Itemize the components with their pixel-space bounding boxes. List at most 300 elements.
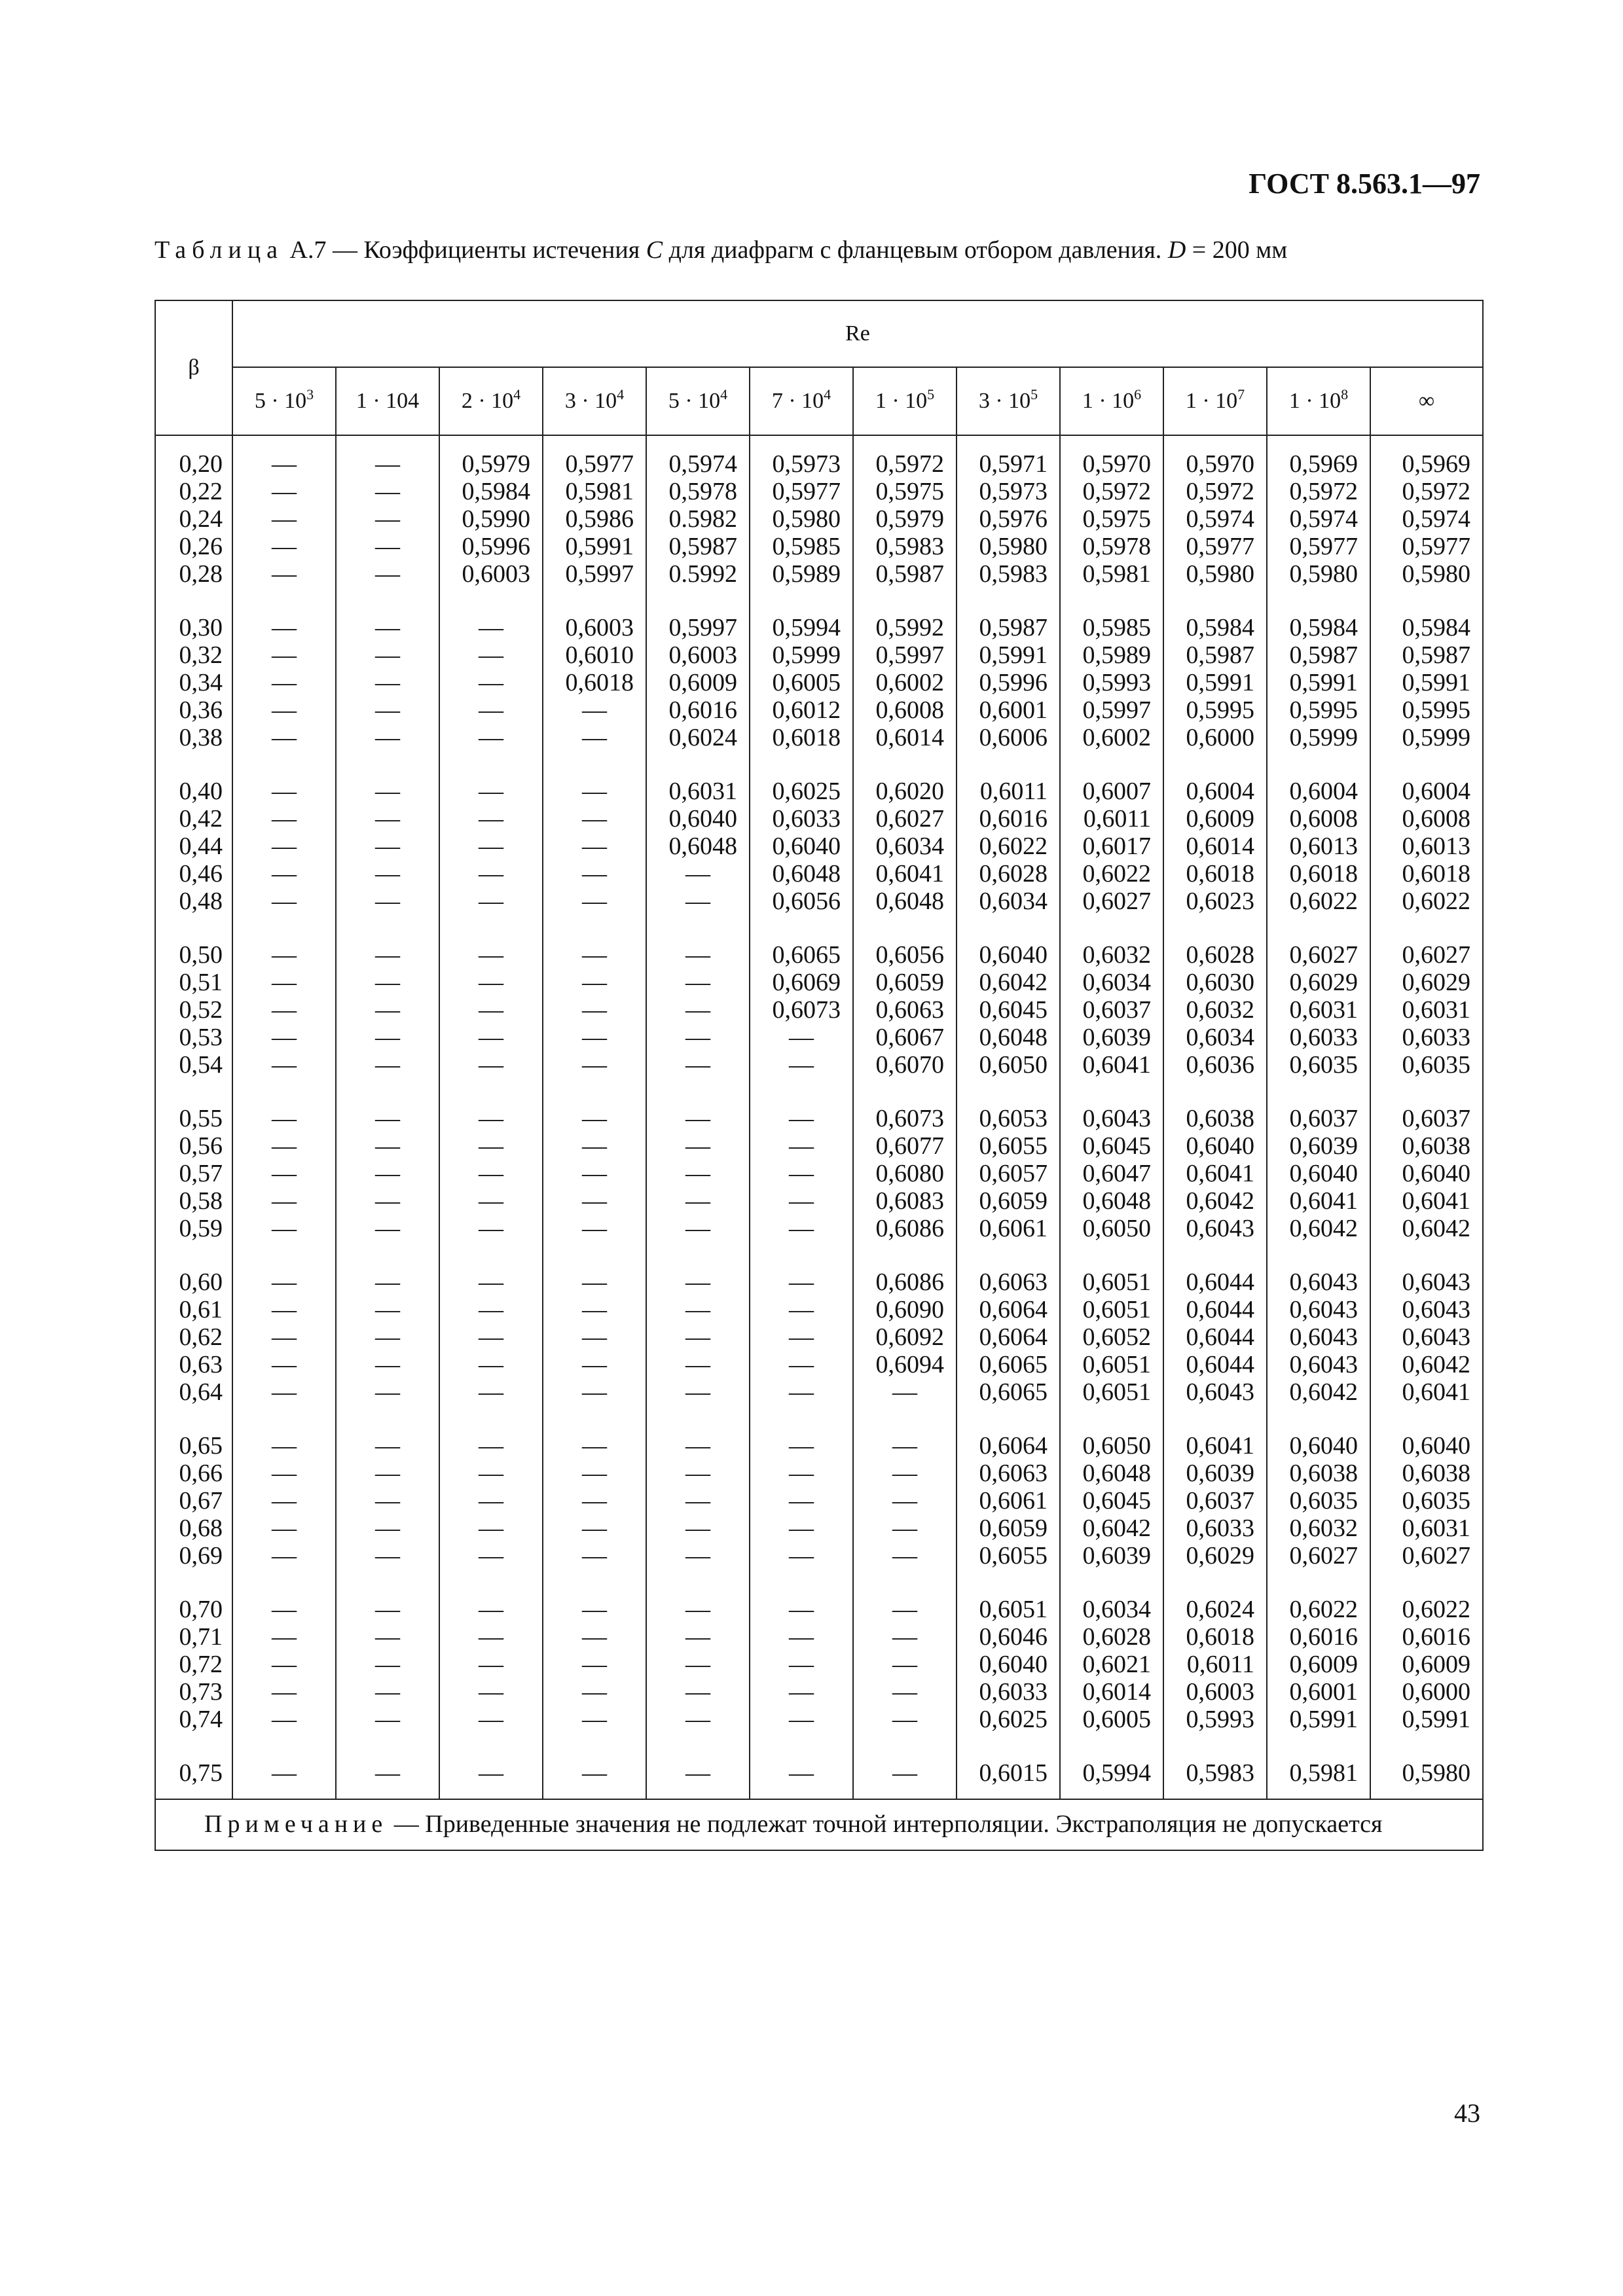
coefficient-cell (543, 927, 646, 1090)
coefficient-value: 0,6045 (1082, 1132, 1151, 1160)
coefficient-value: 0,5972 (875, 450, 944, 478)
coefficient-cell (543, 435, 646, 600)
coefficient-value: 0,6000 (1186, 724, 1254, 751)
coefficient-value: 0,6061 (979, 1215, 1048, 1242)
coefficient-value: — (479, 1759, 503, 1787)
coefficient-cell (1370, 1418, 1483, 1581)
coefficient-value: — (272, 669, 297, 696)
coefficient-value: — (582, 1460, 607, 1487)
coefficient-value: — (479, 1323, 503, 1351)
caption-label: Таблица (155, 236, 284, 264)
coefficient-value: — (685, 1187, 710, 1215)
coefficient-value: 0,6005 (772, 669, 841, 696)
beta-cell (155, 1745, 232, 1799)
coefficient-value: 0,6018 (1186, 860, 1254, 888)
coefficient-value: — (789, 1160, 814, 1187)
coefficient-value: 0,6064 (979, 1296, 1048, 1323)
coefficient-cell (1267, 1581, 1370, 1745)
coefficient-value: — (375, 1706, 400, 1733)
beta-value: 0,55 (179, 1105, 223, 1132)
coefficient-value: 0,5989 (1082, 641, 1151, 669)
coefficient-cell (1060, 600, 1163, 763)
coefficient-value: — (375, 1432, 400, 1460)
re-column-header (957, 367, 1060, 435)
coefficient-value: 0,6035 (1289, 1051, 1358, 1079)
coefficient-value: — (479, 1487, 503, 1515)
coefficient-value: 0,6043 (1082, 1105, 1151, 1132)
coefficient-cell (1163, 600, 1267, 763)
coefficient-value: 0,6042 (1289, 1378, 1358, 1406)
beta-value: 0,42 (179, 805, 223, 833)
coefficient-value: 0,5980 (1289, 560, 1358, 588)
coefficient-value: — (375, 860, 400, 888)
caption-c-symbol: C (646, 236, 663, 264)
coefficient-value: — (375, 1215, 400, 1242)
coefficient-cell (853, 927, 957, 1090)
coefficient-table (155, 300, 1484, 1851)
coefficient-value: 0,5981 (1289, 1759, 1358, 1787)
coefficient-cell (439, 600, 543, 763)
coefficient-value: — (685, 888, 710, 915)
coefficient-value: — (479, 1515, 503, 1542)
beta-value: 0,26 (179, 533, 223, 560)
beta-cell (155, 1254, 232, 1418)
coefficient-value: 0,6004 (1186, 778, 1254, 805)
coefficient-value: — (375, 1268, 400, 1296)
table-row-group (155, 763, 1483, 927)
coefficient-cell (1370, 1581, 1483, 1745)
coefficient-cell (1060, 1090, 1163, 1254)
coefficient-value: 0,5977 (1402, 533, 1471, 560)
coefficient-value: 0,6083 (875, 1187, 944, 1215)
re-column-header (232, 367, 336, 435)
beta-cell (155, 763, 232, 927)
coefficient-value: — (479, 1706, 503, 1733)
coefficient-value: — (582, 1651, 607, 1678)
beta-value: 0,71 (179, 1623, 223, 1651)
coefficient-cell (543, 1254, 646, 1418)
beta-cell (155, 435, 232, 600)
coefficient-cell (439, 1090, 543, 1254)
coefficient-value: 0,6065 (772, 941, 841, 969)
beta-value: 0,60 (179, 1268, 223, 1296)
coefficient-value: 0,5986 (565, 505, 634, 533)
coefficient-value: — (479, 1351, 503, 1378)
coefficient-value: 0,5972 (1402, 478, 1471, 505)
beta-value: 0,28 (179, 560, 223, 588)
coefficient-value: 0,6031 (668, 778, 737, 805)
coefficient-value: 0,6029 (1186, 1542, 1254, 1570)
coefficient-value: — (479, 1160, 503, 1187)
coefficient-value: 0,6010 (565, 641, 634, 669)
coefficient-value: 0,6027 (875, 805, 944, 833)
coefficient-value: — (582, 696, 607, 724)
coefficient-value: 0,6037 (1082, 996, 1151, 1024)
coefficient-value: — (272, 533, 297, 560)
coefficient-cell (543, 763, 646, 927)
coefficient-value: — (375, 1323, 400, 1351)
coefficient-value: — (375, 560, 400, 588)
coefficient-value: — (272, 778, 297, 805)
coefficient-cell (957, 435, 1060, 600)
coefficient-value: — (685, 1024, 710, 1051)
coefficient-value: 0,6045 (1082, 1487, 1151, 1515)
coefficient-value: 0,6009 (1402, 1651, 1471, 1678)
coefficient-value: 0,6042 (1289, 1215, 1358, 1242)
coefficient-value: 0,6073 (875, 1105, 944, 1132)
coefficient-value: 0,6051 (1082, 1296, 1151, 1323)
coefficient-cell (646, 763, 750, 927)
coefficient-value: — (272, 996, 297, 1024)
coefficient-value: — (582, 941, 607, 969)
coefficient-value: — (789, 1651, 814, 1678)
coefficient-value: 0,5969 (1289, 450, 1358, 478)
coefficient-cell (750, 1254, 853, 1418)
coefficient-value: 0,6090 (875, 1296, 944, 1323)
coefficient-cell (1060, 1745, 1163, 1799)
coefficient-value: — (375, 1187, 400, 1215)
coefficient-value: 0,5983 (1186, 1759, 1254, 1787)
coefficient-value: — (789, 1187, 814, 1215)
coefficient-value: 0,5990 (462, 505, 530, 533)
coefficient-cell (957, 1581, 1060, 1745)
coefficient-cell (1370, 763, 1483, 927)
coefficient-value: — (685, 1542, 710, 1570)
coefficient-cell (853, 600, 957, 763)
coefficient-value: 0,6043 (1186, 1378, 1254, 1406)
coefficient-value: 0,6040 (1289, 1160, 1358, 1187)
coefficient-value: 0,6018 (1186, 1623, 1254, 1651)
coefficient-value: — (375, 724, 400, 751)
coefficient-cell (1060, 927, 1163, 1090)
coefficient-cell (336, 1745, 439, 1799)
coefficient-value: — (479, 696, 503, 724)
re-column-header (543, 367, 646, 435)
table-row-group (155, 435, 1483, 600)
coefficient-value: 0,5995 (1186, 696, 1254, 724)
coefficient-value: 0,6043 (1289, 1268, 1358, 1296)
coefficient-value: 0,6035 (1402, 1487, 1471, 1515)
coefficient-cell (750, 1745, 853, 1799)
coefficient-value: 0,5984 (462, 478, 530, 505)
coefficient-value: — (375, 1542, 400, 1570)
coefficient-value: 0,6022 (1402, 888, 1471, 915)
beta-value: 0,48 (179, 888, 223, 915)
coefficient-value: — (272, 1432, 297, 1460)
coefficient-cell (1060, 763, 1163, 927)
coefficient-value: 0,5991 (565, 533, 634, 560)
coefficient-value: 0,6044 (1186, 1296, 1254, 1323)
coefficient-cell (957, 1418, 1060, 1581)
coefficient-value: — (479, 1678, 503, 1706)
coefficient-value: — (272, 1678, 297, 1706)
coefficient-value: 0,6059 (979, 1515, 1048, 1542)
beta-value: 0,54 (179, 1051, 223, 1079)
coefficient-value: 0,6048 (875, 888, 944, 915)
coefficient-value: 0,6024 (1186, 1596, 1254, 1623)
coefficient-value: 0,5975 (1082, 505, 1151, 533)
coefficient-value: 0,6044 (1186, 1268, 1254, 1296)
coefficient-value: — (272, 560, 297, 588)
re-column-exponent: 4 (824, 386, 831, 403)
coefficient-value: — (272, 1487, 297, 1515)
coefficient-value: — (375, 1378, 400, 1406)
coefficient-value: 0,6003 (1186, 1678, 1254, 1706)
coefficient-value: 0,5995 (1289, 696, 1358, 724)
coefficient-value: 0,6048 (1082, 1187, 1151, 1215)
re-column-exponent: 7 (1237, 386, 1245, 403)
table-row-group (155, 1254, 1483, 1418)
coefficient-value: — (582, 833, 607, 860)
coefficient-value: 0,6042 (1402, 1215, 1471, 1242)
coefficient-cell (336, 1254, 439, 1418)
coefficient-value: 0,6048 (979, 1024, 1048, 1051)
coefficient-value: 0,5974 (1402, 505, 1471, 533)
coefficient-value: — (479, 1132, 503, 1160)
coefficient-value: 0,5980 (1186, 560, 1254, 588)
coefficient-value: — (272, 1160, 297, 1187)
re-column-exponent: 8 (1341, 386, 1349, 403)
table-caption (155, 236, 1287, 264)
beta-value: 0,52 (179, 996, 223, 1024)
coefficient-value: — (685, 1296, 710, 1323)
coefficient-value: 0,5972 (1186, 478, 1254, 505)
coefficient-cell (853, 435, 957, 600)
coefficient-value: 0,5970 (1186, 450, 1254, 478)
coefficient-value: 0,5999 (1402, 724, 1471, 751)
coefficient-value: — (582, 1678, 607, 1706)
coefficient-cell (1163, 763, 1267, 927)
coefficient-value: — (582, 888, 607, 915)
coefficient-value: 0,6047 (1082, 1160, 1151, 1187)
coefficient-value: 0,5974 (1289, 505, 1358, 533)
coefficient-value: — (375, 1105, 400, 1132)
coefficient-cell (750, 1418, 853, 1581)
beta-value: 0,57 (179, 1160, 223, 1187)
coefficient-value: 0,6080 (875, 1160, 944, 1187)
re-column-base: 2 · 10 (461, 389, 514, 413)
caption-text-3: = 200 мм (1186, 236, 1288, 264)
caption-d-symbol: D (1167, 236, 1186, 264)
coefficient-value: 0,6040 (772, 833, 841, 860)
coefficient-value: 0,6013 (1402, 833, 1471, 860)
coefficient-value: — (272, 450, 297, 478)
coefficient-value: — (582, 996, 607, 1024)
coefficient-value: — (272, 1542, 297, 1570)
re-column-base: 3 · 10 (978, 389, 1031, 413)
re-column-base: ∞ (1418, 389, 1435, 413)
coefficient-value: 0,6086 (875, 1268, 944, 1296)
coefficient-value: 0,6021 (1082, 1651, 1151, 1678)
beta-value: 0,36 (179, 696, 223, 724)
coefficient-cell (853, 1745, 957, 1799)
coefficient-cell (1370, 1254, 1483, 1418)
coefficient-cell (646, 435, 750, 600)
coefficient-value: 0,6050 (979, 1051, 1048, 1079)
coefficient-cell (957, 763, 1060, 927)
coefficient-value: — (582, 1132, 607, 1160)
coefficient-cell (1060, 1418, 1163, 1581)
coefficient-cell (1163, 435, 1267, 600)
coefficient-value: 0,5983 (979, 560, 1048, 588)
beta-cell (155, 1418, 232, 1581)
coefficient-value: — (892, 1706, 917, 1733)
coefficient-value: 0,5987 (875, 560, 944, 588)
beta-value: 0,44 (179, 833, 223, 860)
coefficient-value: — (375, 941, 400, 969)
coefficient-value: 0,6006 (979, 724, 1048, 751)
coefficient-value: 0,5991 (1402, 1706, 1471, 1733)
coefficient-cell (439, 763, 543, 927)
coefficient-value: — (892, 1651, 917, 1678)
coefficient-cell (1267, 1418, 1370, 1581)
coefficient-value: — (272, 1460, 297, 1487)
coefficient-value: — (375, 696, 400, 724)
coefficient-cell (1267, 435, 1370, 600)
coefficient-value: 0,6023 (1186, 888, 1254, 915)
coefficient-value: 0,6043 (1289, 1351, 1358, 1378)
coefficient-value: — (272, 505, 297, 533)
coefficient-value: 0,6004 (1402, 778, 1471, 805)
coefficient-value: — (375, 614, 400, 641)
coefficient-value: — (789, 1215, 814, 1242)
coefficient-cell (439, 1418, 543, 1581)
coefficient-value: — (272, 1296, 297, 1323)
coefficient-value: 0,6043 (1289, 1323, 1358, 1351)
coefficient-value: 0,5984 (1402, 614, 1471, 641)
coefficient-cell (543, 1745, 646, 1799)
coefficient-cell (232, 1418, 336, 1581)
coefficient-value: 0,6018 (772, 724, 841, 751)
coefficient-value: 0,6040 (1402, 1432, 1471, 1460)
coefficient-value: — (272, 941, 297, 969)
coefficient-value: — (479, 778, 503, 805)
coefficient-value: 0,5999 (772, 641, 841, 669)
beta-cell (155, 1090, 232, 1254)
coefficient-value: 0,6011 (1083, 805, 1151, 833)
coefficient-value: 0,6056 (875, 941, 944, 969)
beta-value: 0,34 (179, 669, 223, 696)
table-row-group (155, 1745, 1483, 1799)
coefficient-value: — (685, 1460, 710, 1487)
table-note (155, 1799, 1483, 1850)
coefficient-value: 0,6040 (668, 805, 737, 833)
coefficient-value: 0,6059 (979, 1187, 1048, 1215)
coefficient-value: — (582, 1515, 607, 1542)
coefficient-value: 0,5975 (875, 478, 944, 505)
coefficient-value: — (272, 696, 297, 724)
coefficient-value: 0,6014 (1082, 1678, 1151, 1706)
coefficient-value: — (375, 1515, 400, 1542)
coefficient-value: — (479, 1105, 503, 1132)
coefficient-value: 0,5987 (1402, 641, 1471, 669)
coefficient-value: 0,6040 (1289, 1432, 1358, 1460)
beta-value: 0,30 (179, 614, 223, 641)
coefficient-value: 0,6011 (979, 778, 1048, 805)
coefficient-value: — (892, 1515, 917, 1542)
coefficient-value: — (582, 778, 607, 805)
coefficient-value: 0,6016 (1289, 1623, 1358, 1651)
coefficient-value: — (685, 860, 710, 888)
coefficient-cell (232, 927, 336, 1090)
coefficient-value: 0,6029 (1289, 969, 1358, 996)
coefficient-value: — (685, 1323, 710, 1351)
coefficient-value: 0,6003 (462, 560, 530, 588)
coefficient-value: 0,6041 (1186, 1432, 1254, 1460)
coefficient-cell (1267, 600, 1370, 763)
coefficient-value: 0,6037 (1186, 1487, 1254, 1515)
coefficient-cell (336, 1090, 439, 1254)
coefficient-value: — (479, 1268, 503, 1296)
coefficient-value: — (479, 1623, 503, 1651)
coefficient-value: 0,6040 (1186, 1132, 1254, 1160)
beta-value: 0,61 (179, 1296, 223, 1323)
coefficient-value: 0,6092 (875, 1323, 944, 1351)
coefficient-value: 0,6014 (1186, 833, 1254, 860)
coefficient-value: — (272, 969, 297, 996)
coefficient-value: 0,6034 (875, 833, 944, 860)
coefficient-value: 0,6022 (979, 833, 1048, 860)
coefficient-cell (543, 1090, 646, 1254)
coefficient-value: 0,6043 (1402, 1296, 1471, 1323)
coefficient-value: — (272, 1623, 297, 1651)
coefficient-cell (232, 600, 336, 763)
coefficient-value: — (375, 641, 400, 669)
coefficient-value: — (582, 1268, 607, 1296)
beta-value: 0,64 (179, 1378, 223, 1406)
beta-value: 0,38 (179, 724, 223, 751)
coefficient-value: 0,6000 (1402, 1678, 1471, 1706)
coefficient-value: — (272, 805, 297, 833)
coefficient-value: 0,5981 (565, 478, 634, 505)
coefficient-value: 0,6027 (1289, 941, 1358, 969)
re-column-header (1060, 367, 1163, 435)
coefficient-value: 0,5979 (462, 450, 530, 478)
beta-cell (155, 1581, 232, 1745)
coefficient-value: — (685, 941, 710, 969)
coefficient-value: 0,5996 (462, 533, 530, 560)
re-column-header (750, 367, 853, 435)
coefficient-cell (853, 1254, 957, 1418)
coefficient-value: 0,5972 (1289, 478, 1358, 505)
coefficient-value: 0,6055 (979, 1132, 1048, 1160)
coefficient-value: — (789, 1132, 814, 1160)
coefficient-value: 0,6022 (1402, 1596, 1471, 1623)
coefficient-value: — (272, 833, 297, 860)
coefficient-cell (336, 1581, 439, 1745)
coefficient-value: — (272, 1706, 297, 1733)
coefficient-cell (750, 763, 853, 927)
coefficient-cell (750, 435, 853, 600)
re-column-exponent: 4 (720, 386, 728, 403)
coefficient-value: — (685, 1351, 710, 1378)
coefficient-value: 0,6043 (1402, 1323, 1471, 1351)
coefficient-value: — (375, 833, 400, 860)
beta-value: 0,68 (179, 1515, 223, 1542)
re-column-exponent: 5 (1030, 386, 1038, 403)
coefficient-cell (750, 1581, 853, 1745)
coefficient-value: 0,6052 (1082, 1323, 1151, 1351)
coefficient-cell (1267, 763, 1370, 927)
coefficient-value: — (685, 1051, 710, 1079)
coefficient-value: 0,6020 (875, 778, 944, 805)
coefficient-value: 0,6008 (875, 696, 944, 724)
re-column-header (1267, 367, 1370, 435)
coefficient-value: 0,6033 (1186, 1515, 1254, 1542)
coefficient-value: — (479, 1187, 503, 1215)
coefficient-value: 0,6032 (1082, 941, 1151, 969)
coefficient-value: 0,6034 (1082, 969, 1151, 996)
